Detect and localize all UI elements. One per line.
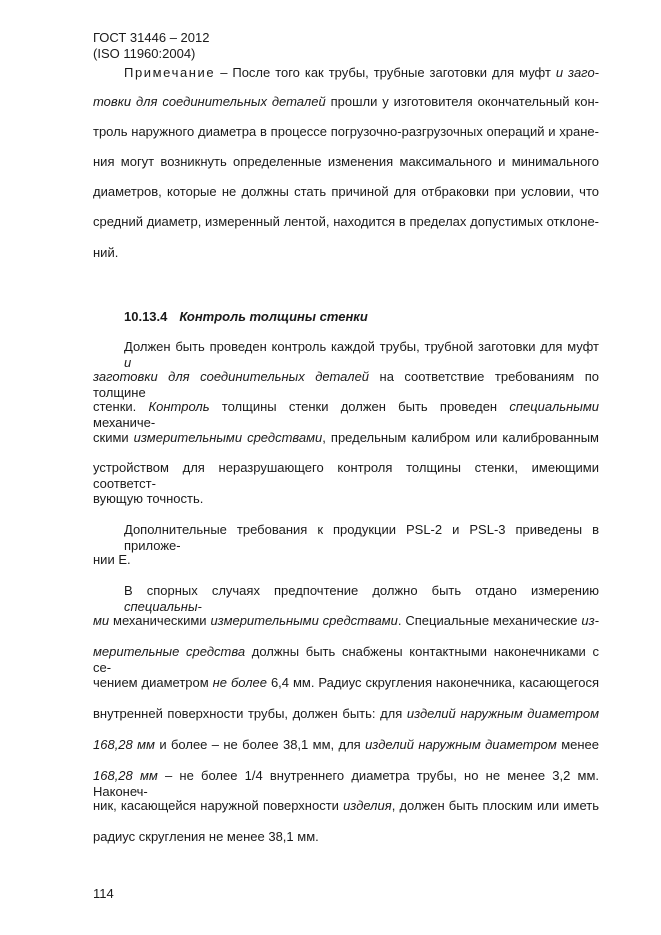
body-line	[93, 460, 599, 492]
body-line	[124, 522, 599, 554]
body-text-run: из-	[581, 613, 599, 628]
note-text-run: товки для соединительных деталей	[93, 94, 326, 109]
body-text-run: 6,4 мм. Радиус скругления наконечника, касающегося	[267, 675, 600, 690]
body-text-run: чением диаметром	[93, 675, 213, 690]
iso-reference: (ISO 11960:2004)	[93, 46, 196, 61]
body-text-run: скими	[93, 430, 134, 445]
body-text-run: 168,28 мм	[93, 768, 158, 783]
body-text-run: изделий наружным диаметром	[406, 706, 599, 721]
body-text-run: , предельным калибром или калиброванным	[322, 430, 599, 445]
body-line	[93, 430, 599, 446]
body-text-run: нии Е.	[93, 552, 131, 567]
body-text-run: В спорных случаях предпочтение должно быть отдано измерению	[124, 583, 599, 598]
body-text-run: менее	[556, 737, 600, 752]
body-line	[93, 768, 599, 800]
note-text-run: ний.	[93, 245, 119, 260]
note-label: Примечание	[124, 65, 216, 80]
body-text-run: изделий наружным диаметром	[365, 737, 557, 752]
body-text-run: и	[124, 355, 132, 370]
note-text-run: троль наружного диаметра в процессе погрузочно-разгрузочных операций и хране-	[93, 124, 599, 139]
body-text-run: специальны-	[124, 599, 202, 614]
body-line	[124, 339, 599, 371]
body-line	[93, 644, 599, 676]
body-text-run: внутренней поверхности трубы, должен быть: для	[93, 706, 407, 721]
note-line	[93, 154, 599, 170]
note-text-run: прошли у изготовителя окончательный кон-	[325, 94, 599, 109]
body-text-run: Контроль	[148, 399, 210, 414]
body-line	[93, 399, 599, 431]
body-text-run: радиус скругления не менее 38,1 мм.	[93, 829, 319, 844]
note-line	[93, 124, 599, 140]
note-line	[93, 94, 599, 110]
body-line	[93, 829, 319, 845]
note-text-run: диаметров, которые не должны стать причиной для отбраковки при условии, что	[93, 184, 599, 199]
note-line	[93, 214, 599, 230]
body-line	[93, 737, 599, 753]
note-text-run: ния могут возникнуть определенные изменения максимального и минимального	[93, 154, 599, 169]
body-text-run: Дополнительные требования к продукции PSL-2 и PSL-3 приведены в приложе-	[124, 522, 599, 553]
note-text-run: средний диаметр, измеренный лентой, находится в пределах допустимых отклоне-	[93, 214, 599, 229]
body-text-run: стенки.	[93, 399, 149, 414]
body-line	[124, 583, 599, 615]
body-text-run: механическими	[109, 613, 211, 628]
body-line	[93, 552, 131, 568]
body-text-run: , должен быть плоским или иметь	[391, 798, 599, 813]
body-text-run: заготовки для соединительных деталей	[93, 369, 370, 384]
note-text-run: – После того как трубы, трубные заготовки для муфт	[215, 65, 556, 80]
body-text-run: – не более 1/4 внутреннего диаметра трубы, но не менее 3,2 мм. Наконеч-	[93, 768, 599, 799]
body-text-run: на соответствие требованиям по толщине	[93, 369, 599, 400]
body-text-run: вующую точность.	[93, 491, 204, 506]
note-line	[124, 65, 599, 81]
standard-code: ГОСТ 31446 – 2012	[93, 30, 210, 45]
note-line	[93, 184, 599, 200]
body-text-run: Должен быть проведен контроль каждой трубы, трубной заготовки для муфт	[124, 339, 599, 354]
body-text-run: 168,28 мм	[93, 737, 155, 752]
body-text-run: измерительными средствами	[210, 613, 398, 628]
body-text-run: не более	[212, 675, 268, 690]
section-number: 10.13.4	[124, 309, 168, 324]
body-line	[93, 798, 599, 814]
body-line	[93, 491, 203, 507]
body-line	[93, 706, 599, 722]
note-text-run: и заго-	[555, 65, 599, 80]
body-text-run: измерительными средствами	[133, 430, 323, 445]
body-text-run: должны быть снабжены контактными наконечниками с се-	[93, 644, 599, 675]
body-text-run: ник, касающейся наружной поверхности	[93, 798, 344, 813]
section-title: Контроль толщины стенки	[179, 309, 368, 324]
body-text-run: и более – не более 38,1 мм, для	[154, 737, 366, 752]
document-header	[93, 30, 209, 62]
body-text-run: специальными	[509, 399, 599, 414]
body-line	[93, 613, 599, 629]
note-line	[93, 245, 118, 261]
body-text-run: . Специальные механические	[397, 613, 582, 628]
body-text-run: толщины стенки должен быть проведен	[209, 399, 510, 414]
body-text-run: мерительные средства	[93, 644, 246, 659]
body-text-run: ми	[93, 613, 110, 628]
body-line	[93, 369, 599, 401]
section-heading	[124, 309, 368, 325]
body-text-run: изделия	[343, 798, 392, 813]
page-number: 114	[93, 886, 114, 901]
body-line	[93, 675, 599, 691]
body-text-run: устройством для неразрушающего контроля толщины стенки, имеющими соответст-	[93, 460, 599, 491]
body-text-run: механиче-	[93, 415, 156, 430]
